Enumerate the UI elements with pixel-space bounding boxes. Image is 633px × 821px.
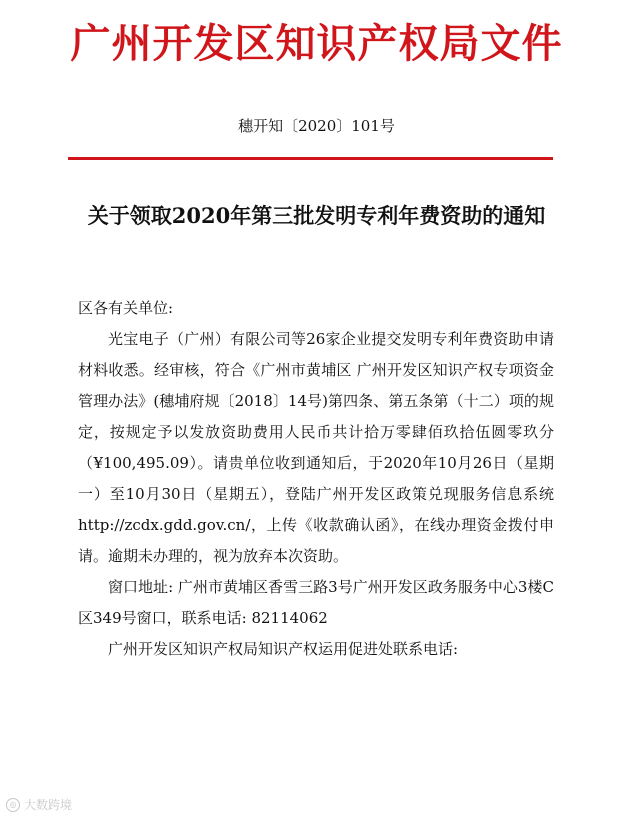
watermark (6, 796, 72, 813)
salutation: 区各有关单位: (78, 299, 174, 317)
notice-body (78, 293, 554, 665)
body-paragraph-main: 光宝电子（广州）有限公司等26家企业提交发明专利年费资助申请材料收悉。经审核，符合《广州市黄埔区 广州开发区知识产权专项资金管理办法》(穗埔府规〔2018〕14号)第四条、第五条第（十二）项的规定，按规定予以发放资助费用人民币共计拾万零肆佰玖拾伍圆零玖分（¥100,495.09）。请贵单位收到通知后，于2020年10月26日（星期一）至10月30日（星期五），登陆广州开发区政策兑现服务信息系统 http://zcdx.gdd.gov.cn/，上传《收款确认函》，在线办理资金拨付申请。逾期未办理的，视为放弃本次资助。 (78, 330, 554, 565)
issuer-header: 广州开发区知识产权局文件 (70, 20, 563, 67)
body-paragraph-contact: 广州开发区知识产权局知识产权运用促进处联系电话: (108, 640, 459, 658)
notice-title: 关于领取2020年第三批发明专利年费资助的通知 (87, 203, 546, 228)
watermark-text: 大数跨境 (24, 798, 73, 812)
document-number: 穗开知〔2020〕101号 (238, 117, 395, 135)
body-paragraph-window-address: 窗口地址: 广州市黄埔区香雪三路3号广州开发区政务服务中心3楼C区349号窗口，联系电话: 82114062 (78, 578, 554, 627)
red-divider (68, 157, 553, 160)
brand-logo-icon: ◎ (6, 798, 20, 812)
